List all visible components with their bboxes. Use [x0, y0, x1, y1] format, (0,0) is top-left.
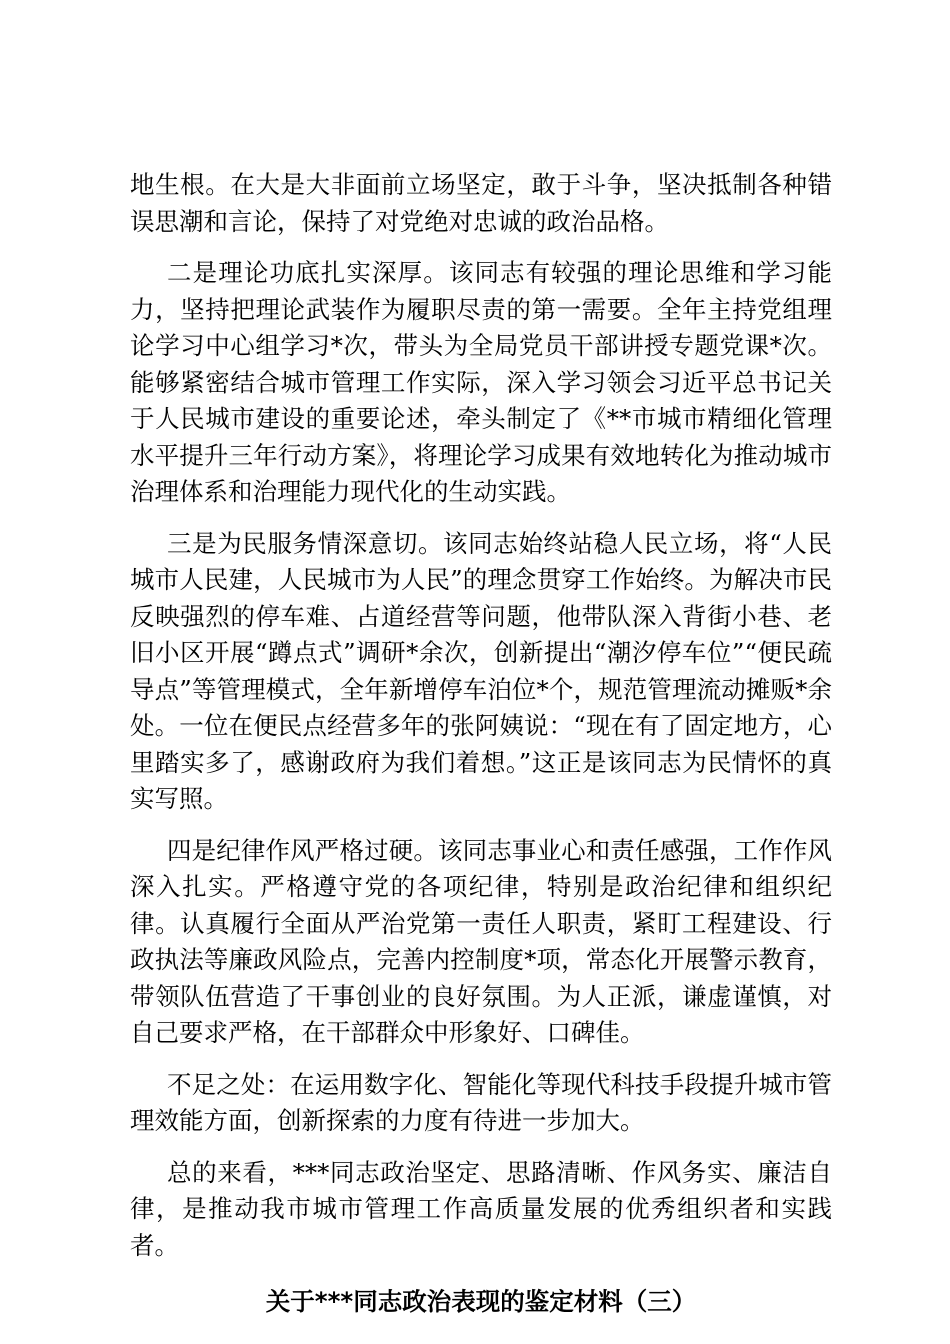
- paragraph-theory: 二是理论功底扎实深厚。该同志有较强的理论思维和学习能力，坚持把理论武装作为履职尽责的第一需要。全年主持党组理论学习中心组学习*次，带头为全局党员干部讲授专题党课*次。能够紧密结合城市管理工作实际，深入学习领会习近平总书记关于人民城市建设的重要论述，牵头制定了《**市城市精细化管理水平提升三年行动方案》，将理论学习成果有效地转化为推动城市治理体系和治理能力现代化的生动实践。: [130, 258, 832, 506]
- paragraph-shortcoming: 不足之处：在运用数字化、智能化等现代科技手段提升城市管理效能方面，创新探索的力度有待进一步加大。: [130, 1069, 832, 1135]
- paragraph-continuation: 地生根。在大是大非面前立场坚定，敢于斗争，坚决抵制各种错误思潮和言论，保持了对党绝对忠诚的政治品格。: [130, 170, 832, 236]
- paragraph-discipline: 四是纪律作风严格过硬。该同志事业心和责任感强，工作作风深入扎实。严格遵守党的各项纪律，特别是政治纪律和组织纪律。认真履行全面从严治党第一责任人职责，紧盯工程建设、行政执法等廉政风险点，完善内控制度*项，常态化开展警示教育，带领队伍营造了干事创业的良好氛围。为人正派，谦虚谨慎，对自己要求严格，在干部群众中形象好、口碑佳。: [130, 835, 832, 1047]
- document-body: [130, 167, 832, 1320]
- paragraph-summary: 总的来看，***同志政治坚定、思路清晰、作风务实、廉洁自律，是推动我市城市管理工作高质量发展的优秀组织者和实践者。: [130, 1157, 832, 1260]
- section-title: 关于***同志政治表现的鉴定材料（三）: [265, 1287, 697, 1316]
- paragraph-service: 三是为民服务情深意切。该同志始终站稳人民立场，将“人民城市人民建，人民城市为人民”的理念贯穿工作始终。为解决市民反映强烈的停车难、占道经营等问题，他带队深入背街小巷、老旧小区开展“蹲点式”调研*余次，创新提出“潮汐停车位”“便民疏导点”等管理模式，全年新增停车泊位*个，规范管理流动摊贩*余处。一位在便民点经营多年的张阿姨说：“现在有了固定地方，心里踏实多了，感谢政府为我们着想。”这正是该同志为民情怀的真实写照。: [130, 528, 832, 813]
